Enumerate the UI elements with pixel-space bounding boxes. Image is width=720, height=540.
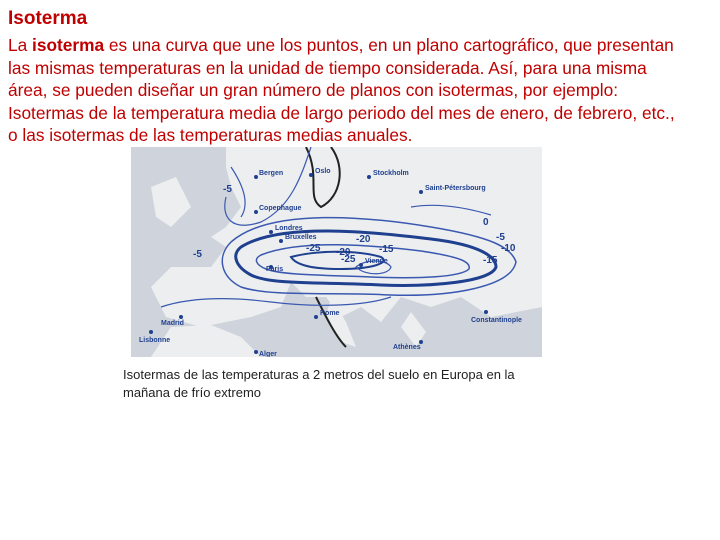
map-svg bbox=[131, 147, 542, 357]
para-line4: Isotermas de la temperatura media de largo periodo del mes de enero, de febrero, etc., bbox=[8, 102, 675, 123]
city-label: Copenhague bbox=[259, 205, 302, 212]
isotherm-label: -5 bbox=[496, 232, 505, 243]
city-label: Bergen bbox=[259, 170, 284, 177]
term-isoterma: isoterma bbox=[32, 35, 105, 55]
city-label: Stockholm bbox=[373, 170, 409, 177]
para-line3: área, se pueden diseñar un gran número de planos con isotermas, por ejemplo: bbox=[8, 80, 619, 100]
page-title: Isoterma bbox=[8, 8, 88, 29]
isotherm-label: -5 bbox=[193, 249, 202, 260]
city-label: Madrid bbox=[161, 320, 184, 327]
para-line5: o las isotermas de las temperaturas medias anuales. bbox=[8, 125, 413, 145]
city-label: Oslo bbox=[315, 168, 331, 175]
city-label: Alger bbox=[259, 351, 277, 357]
city-label: Lisbonne bbox=[139, 337, 171, 344]
city-label: Rome bbox=[320, 310, 340, 317]
isotherm-label: -15 bbox=[379, 244, 394, 255]
isotherm-label: -5 bbox=[223, 184, 232, 195]
para-line1-c: es una curva que une los puntos, en un plano cartográfico, que presentan bbox=[104, 35, 674, 55]
city-label: Athènes bbox=[393, 344, 421, 351]
map-caption bbox=[123, 366, 553, 402]
para-line1-a: La bbox=[8, 35, 33, 55]
isotherm-label: 0 bbox=[483, 217, 489, 228]
city-label: Bruxelles bbox=[285, 234, 317, 241]
definition-paragraph bbox=[8, 34, 714, 147]
para-line2: las mismas temperaturas en la unidad de tiempo considerada. Así, para una misma bbox=[8, 57, 647, 78]
city-label: Paris bbox=[266, 266, 284, 273]
isotherm-label: -20 bbox=[356, 234, 371, 245]
caption-line2: mañana de frío extremo bbox=[123, 385, 262, 400]
city-label: Saint-Pétersbourg bbox=[425, 185, 486, 192]
city-label: Londres bbox=[275, 225, 303, 232]
isotherm-label: -25 bbox=[306, 243, 321, 254]
city-label: Constantinople bbox=[471, 317, 522, 324]
caption-line1: Isotermas de las temperaturas a 2 metros del suelo en Europa en la bbox=[123, 367, 515, 382]
city-label: Vienne bbox=[365, 258, 388, 265]
isotherm-label: -20 bbox=[336, 247, 351, 258]
isotherm-label: -10 bbox=[501, 243, 516, 254]
isotherm-label: -25 bbox=[341, 254, 356, 265]
europe-isotherm-map bbox=[131, 147, 542, 357]
isotherm-label: -15 bbox=[483, 255, 498, 266]
